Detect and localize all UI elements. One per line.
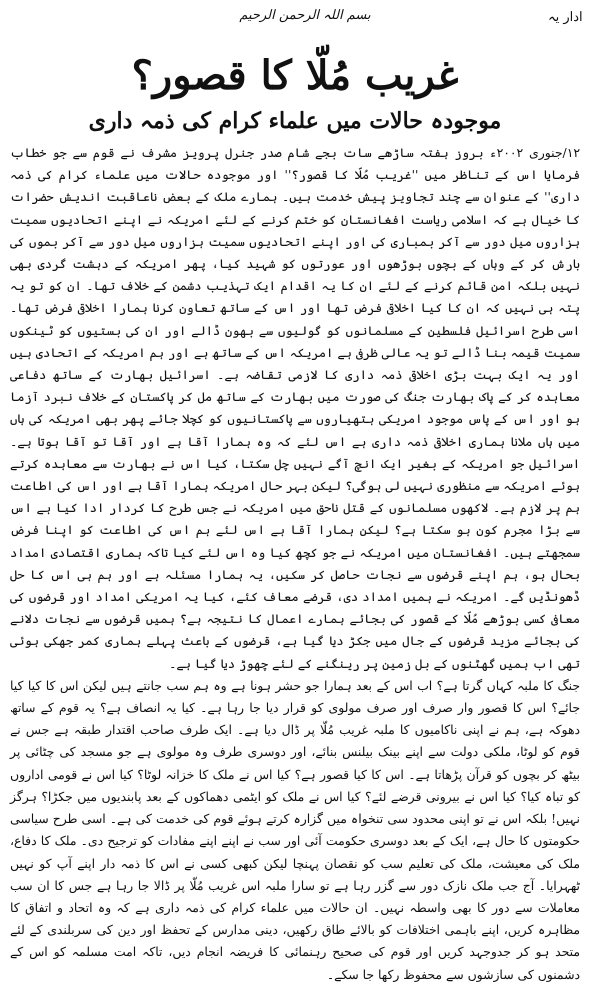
section-label: ادار یہ: [548, 10, 583, 25]
article-title: غریب مُلّا کا قصور؟: [131, 52, 459, 99]
article-body: [10, 142, 580, 986]
paragraph: ۱۲/جنوری ۲۰۰۲ء بروز ہفتہ ساڑھے سات بجے شام صدر جنرل پرویز مشرف نے قوم سے جو خطاب فرمایا اس کے تناظر میں ''غریب مُلّا کا قصور؟'' اور موجودہ حالات میں علماء کرام کی ذمہ داری'' کے عنوان سے چند تجاویز پیش خدمت ہیں۔ ہمارے ملک کے بعض ناعاقبت اندیش حضرات کا خیال ہے کہ اسلامی ریاست افغانستان کو ختم کرنے کے لئے امریکہ نے اپنے اتحادیوں سمیت ہزاروں میل دور سے آکر بمباری کی اور اپنے اتحادیوں سمیت ہزاروں میل دور سے آکر بموں کی بارش کر کے وہاں کے بچوں بوڑھوں اور عورتوں کو شہید کیا، پھر امریکہ کے دہشت گردی بھی نہیں بلکہ امن قائم کرنے کے لئے ان کا یہ اقدام ایک تہذیب دشمن کے خلاف تھا۔ ان کو تو یہ پتہ ہی نہیں کہ ان کا کیا اخلاقی فرض تھا اور اس کے ساتھ تعاون کرنا ہمارا اخلاقی فرض تھا۔ اسی طرح اسرائیل فلسطین کے مسلمانوں کو گولیوں سے بھون ڈالے اور ان کی بستیوں کو ٹینکوں سمیت قیمہ بنا ڈالے تو یہ عالی ظرفی ہے امریکہ اس کے ساتھ ہے اور ہم امریکہ کے اتحادی ہیں اور یہ ایک بہت بڑی اخلاقی ذمہ داری کا لازمی تقاضہ ہے۔ اسرائیل بھارت کے ساتھ دفاعی معاہدہ کر کے پاک بھارت جنگ کی صورت میں بھارت کے ساتھ مل کر پاکستان کے خلاف نبرد آزما ہو اور اس کے پاس موجود امریکی ہتھیاروں سے پاکستانیوں کو کچلا جائے پھر بھی امریکہ کی ہاں میں ہاں ملانا ہماری اخلاقی ذمہ داری ہے اس لئے کہ وہ ہمارا آقا ہے اور آقا تو آقا ہوتا ہے۔ اسرائیل جو امریکہ کے بغیر ایک انچ آگے نہیں چل سکتا، کیا اس نے بھارت سے معاہدہ کرتے ہوئے امریکہ سے منظوری نہیں لی ہوگی؟ لیکن بہر حال امریکہ ہمارا آقا ہے اور اس کی اطاعت ہم پر لازم ہے۔ لاکھوں مسلمانوں کے قتل ناحق میں امریکہ نے جس طرح کا کردار ادا کیا ہے اس سے بڑا مجرم کون ہو سکتا ہے؟ لیکن ہمارا آقا ہے اس لئے ہم اس کی اطاعت کو اپنا فرض سمجھتے ہیں۔ افغانستان میں امریکہ نے جو کچھ کیا وہ اس لئے کیا تاکہ ہماری اقتصادی امداد بحال ہو، ہم اپنے قرضوں سے نجات حاصل کر سکیں، یہ ہمارا مسئلہ ہے اور ہم ہی اس کا حل ڈھونڈیں گے۔ امریکہ نے ہمیں امداد دی، قرضے معاف کئے، کیا یہ امریکی امداد اور قرضوں کی معافی کسی بوڑھے مُلّا کے قصور کی بجائے ہمارے اعمال کا نتیجہ ہے؟ ہمیں قرضوں سے نجات دلانے کی بجائے مزید قرضوں کے جال میں جکڑ دیا گیا ہے، قرضوں کے باعث پہلے ہماری کمر جھکی ہوئی تھی اب ہمیں گھٹنوں کے بل زمین پر رینگنے کے لئے چھوڑ دیا گیا ہے۔: [10, 145, 580, 671]
bismillah: بسم اللہ الرحمن الرحیم: [239, 8, 371, 23]
paragraph: جنگ کا ملبہ کہاں گرتا ہے؟ اب اس کے بعد ہمارا جو حشر ہونا ہے وہ ہم سب جانتے ہیں لیکن اس کا کیا کیا جائے؟ اس کا قصور وار صرف اور صرف مولوی کو قرار دیا جا رہا ہے۔ کیا یہ انصاف ہے؟ یہ قوم کے ساتھ دھوکہ ہے، ہم نے اپنی ناکامیوں کا ملبہ غریب مُلّا پر ڈال دیا ہے۔ ایک طرف صاحب اقتدار طبقہ ہے جس نے قوم کو لوٹا، ملکی دولت سے اپنے بینک بیلنس بنائے، اور دوسری طرف وہ مولوی ہے جو مسجد کی چٹائی پر بیٹھ کر بچوں کو قرآن پڑھاتا ہے۔ اس کا کیا قصور ہے؟ کیا اس نے ملک کا خزانہ لوٹا؟ کیا اس نے قومی اداروں کو تباہ کیا؟ کیا اس نے بیرونی قرضے لئے؟ کیا اس نے ملک کو ایٹمی دھماکوں کے بعد پابندیوں میں جکڑا؟ ہرگز نہیں! بلکہ اس نے تو اپنی محدود سی تنخواہ میں گزارہ کرتے ہوئے قوم کی خدمت کی ہے۔ اسی طرح سیاسی حکومتوں کا حال ہے، ایک کے بعد دوسری حکومت آئی اور سب نے اپنے اپنے مفادات کو ترجیح دی۔ ملک کا دفاع، ملک کی معیشت، ملک کی تعلیم سب کو نقصان پہنچا لیکن کبھی کسی نے اس کا ذمہ دار اپنے آپ کو نہیں ٹھہرایا۔ آج جب ملک نازک دور سے گزر رہا ہے تو سارا ملبہ اس غریب مُلّا پر ڈالا جا رہا ہے جس کا ان سب معاملات سے دور کا بھی واسطہ نہیں۔ ان حالات میں علماء کرام کی ذمہ داری ہے کہ وہ اتحاد و اتفاق کا مظاہرہ کریں، اپنے باہمی اختلافات کو بالائے طاق رکھیں، دینی مدارس کے تحفظ اور دین کی سربلندی کے لئے متحد ہو کر جدوجہد کریں اور قوم کی صحیح رہنمائی کا فریضہ انجام دیں، تاکہ امت مسلمہ کو اس کے دشمنوں کی سازشوں سے محفوظ رکھا جا سکے۔: [10, 677, 580, 982]
article-subtitle: موجودہ حالات میں علماء کرام کی ذمہ داری: [88, 108, 502, 134]
